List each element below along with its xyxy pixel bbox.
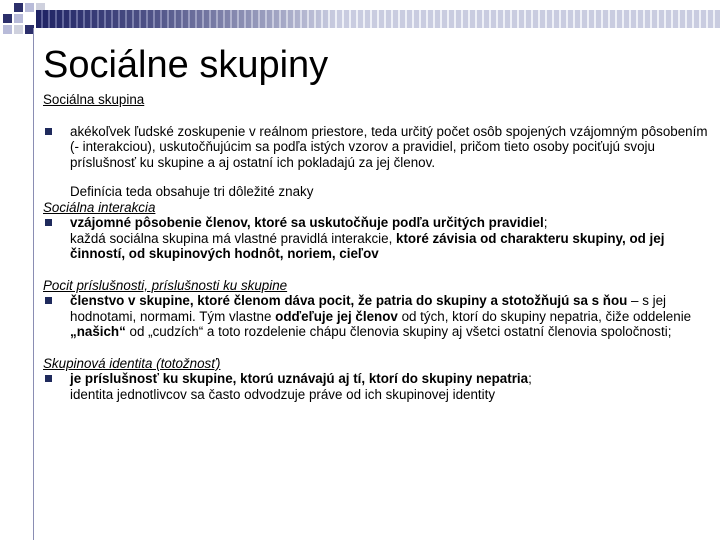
identity-definition: je príslušnosť ku skupine, ktorú uznávajú aj tí, ktorí do skupiny nepatria — [70, 371, 529, 386]
heading-group-identity: Skupinová identita (totožnosť) — [43, 355, 221, 371]
square-bullet-icon — [45, 297, 52, 304]
heading-social-interaction: Sociálna interakcia — [43, 199, 156, 215]
heading-social-group: Sociálna skupina — [43, 92, 145, 107]
left-rule — [33, 28, 34, 540]
identity-detail: identita jednotlivcov sa často odvodzuje práve od ich skupinovej identity — [70, 386, 496, 402]
heading-belonging: Pocit príslušnosti, príslušnosti ku skupine — [43, 277, 288, 293]
belonging-normal-2: od tých, ktorí do skupiny nepatria, čiže oddelenie — [397, 308, 692, 324]
list-item — [43, 293, 708, 340]
belonging-normal-1: – s jej hodnotami, normami. Tým vlastne — [70, 293, 667, 324]
list-item — [43, 215, 708, 231]
semicolon: ; — [528, 371, 532, 386]
belonging-bold-2: odďeľuje jej členov — [275, 308, 398, 324]
square-bullet-icon — [45, 219, 52, 226]
interaction-detail-normal: každá sociálna skupina má vlastné pravidlá interakcie, — [70, 230, 397, 246]
square-bullet-icon — [45, 128, 52, 135]
square-bullet-icon — [45, 375, 52, 382]
interaction-detail — [43, 231, 708, 262]
definition-note: Definícia teda obsahuje tri dôležité znaky — [70, 184, 314, 199]
definition-text: akékoľvek ľudské zoskupenie v reálnom priestore, teda určitý počet osôb spojených vzájomným pôsobením (- interakciou), uskutočňujúcim sa podľa istých vzorov a pravidiel, pričom tieto osoby pociťujú svoju príslušnosť ku skupine a aj ostatní ich pokladajú za jej členov. — [70, 123, 708, 170]
interaction-detail-bold: ktoré závisia od charakteru skupiny, od jej činností, od skupinových hodnôt, noriem, cieľov — [70, 230, 665, 261]
header-stripe-dark — [36, 10, 336, 28]
slide-content — [43, 92, 708, 402]
interaction-definition: vzájomné pôsobenie členov, ktoré sa uskutočňuje podľa určitých pravidiel — [70, 215, 544, 230]
list-item — [43, 371, 708, 387]
semicolon: ; — [543, 215, 548, 230]
belonging-bold-3: „našich“ — [70, 324, 126, 339]
belonging-normal-3: od „cudzích“ a toto rozdelenie chápu členovia skupiny aj všetci ostatní členovia spoločnosti; — [125, 324, 672, 339]
list-item — [43, 124, 708, 171]
slide-title: Sociálne skupiny — [43, 44, 329, 86]
belonging-bold-1: členstvo v skupine, ktoré členom dáva pocit, že patria do skupiny a stotožňujú sa s ňou — [70, 293, 628, 308]
